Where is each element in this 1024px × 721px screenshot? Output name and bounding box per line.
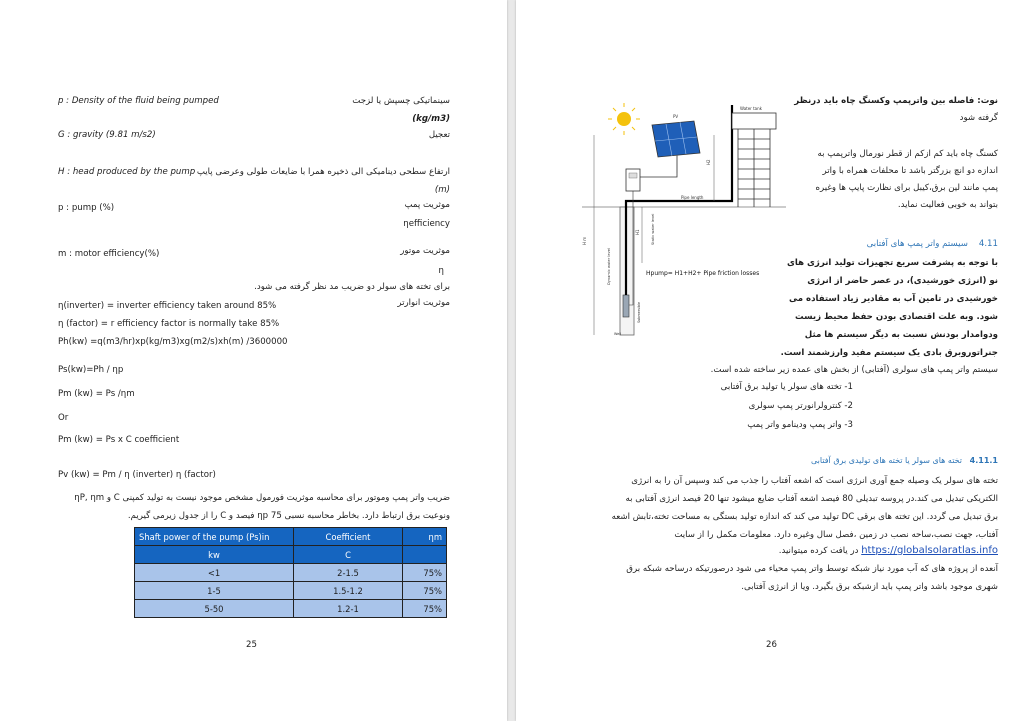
- note-line-1: نوت: فاصله بین واترپمپ وکسنگ چاه باید درنظر: [794, 96, 998, 106]
- table-header-shaft-power: Shaft power of the pump (Ps)in: [135, 528, 294, 546]
- label-dynamic-water-level: Dynamic water level: [607, 248, 611, 285]
- coefficient-table: [134, 527, 447, 618]
- section-4-11-heading: [867, 238, 998, 250]
- formula-ps: Ps(kw)=Ph / ηp: [58, 365, 124, 375]
- table-cell: 75%: [403, 564, 447, 582]
- link-line: [779, 545, 998, 557]
- table-cell: 75%: [403, 582, 447, 600]
- casing-line-1: کسنگ چاه باید کم ازکم از قطر نورمال واترپمپ به: [817, 149, 998, 159]
- table-cell: 1-5: [135, 582, 294, 600]
- solar-pump-diagram: [582, 95, 786, 343]
- closing-line-1: آنعده از پروژه های که آب مورد نیاز شبکه توسط واتر پمپ محیاء می شود درصورتیکه درساحه شبکه برق: [626, 564, 998, 574]
- table-cell: 1.5-1.2: [294, 582, 403, 600]
- casing-line-2: اندازه دو انچ بزرگتر باشد تا محلفات همراه با واتر: [822, 166, 998, 176]
- inverter-efficiency-fa: موثریت انوارتر: [397, 298, 450, 308]
- table-cell: 2-1.5: [294, 564, 403, 582]
- closing-line-2: شهری موجود باشد واتر پمپ باید ازشبکه برق بگیرد. ویا از انرژی آفتابی.: [741, 582, 998, 592]
- label-well: Well: [614, 332, 622, 336]
- density-label: p : Density of the fluid being pumped: [58, 96, 219, 106]
- gravity-fa: تعجیل: [428, 130, 450, 140]
- table-row: [135, 564, 447, 582]
- panel-line-1: تخته های سولر یک وصیله جمع آوری انرژی است که اشعه آفتاب را جذب می کند وسپس آن را به انرژی: [631, 476, 998, 486]
- motor-efficiency-label: m : motor efficiency(%): [58, 249, 160, 259]
- intro-bold-line-5: ودوامدار بودنش نسبت به دیگر سیستم ها مثل: [804, 330, 998, 340]
- intro-bold-line-1: با توجه به پشرفت سریع تجهیزات تولید انرژی های: [786, 258, 998, 268]
- intro-bold-line-6: جنراتوروبرق بادی یک سیستم مفید وارزشمند است.: [780, 348, 998, 358]
- motor-efficiency-symbol: η: [438, 266, 444, 276]
- component-list-item: 1- تخته های سولر یا تولید برق آفتابی: [720, 382, 853, 392]
- page-25: [0, 0, 507, 721]
- head-label: H : head produced by the pump: [58, 167, 196, 177]
- pv-panel-icon: [652, 121, 700, 173]
- table-header-row: [135, 528, 447, 546]
- table-cell: 1.2-1: [294, 600, 403, 618]
- table-cell: 5-50: [135, 600, 294, 618]
- sun-icon: [617, 112, 631, 126]
- page-number-left: 25: [246, 640, 257, 650]
- note-line-2: گرفته شود: [959, 113, 998, 123]
- submersible-pump-icon: [623, 295, 629, 317]
- intro-bold-line-4: شود. وبه علت اقتصادی بودن حفظ محیط زیست: [795, 312, 998, 322]
- label-static-water-level: Static water level: [651, 213, 655, 245]
- solar-coefficient-note: برای تخته های سولر دو ضریب مد نظر گرفته می شود.: [254, 282, 450, 292]
- coefficient-paragraph-line-2: ونوعیت برق ارتباط دارد. بخاطر محاسبه نسبی 75 ηp فیصد و C را از جدول زیرمی گیریم.: [127, 511, 450, 521]
- head-fa: ارتفاع سطحی دینامیکی الی ذخیره همرا با ضایعات طولی وعرضی پایپ: [196, 167, 450, 177]
- section-4-11-number: 4.11: [978, 239, 998, 249]
- panel-line-2: الکتریکی تبدیل می کند.در پروسه تبدیلی 80 فیصد اشعه آفتاب ضایع میشود تنها 20 فیصد انرژی آفتابی به: [625, 494, 998, 504]
- density-fa: سینماتیکی چسپش یا لزجت: [352, 96, 450, 106]
- motor-efficiency-fa: موثریت موتور: [400, 246, 450, 256]
- table-header-eta-m: ηm: [403, 528, 447, 546]
- section-4-11-title: سیستم واتر پمپ های آفتابی: [866, 239, 968, 249]
- table-row: [135, 600, 447, 618]
- label-h1: H1: [635, 229, 640, 235]
- panel-line-4: آفتاب، جهت نصب،ساحه نصب در زمین ،فصل سال وغیره دارد. معلومات مکمل را از سایت: [674, 530, 998, 540]
- inverter-efficiency-line: η(inverter) = inverter efficiency taken around 85%: [58, 301, 277, 311]
- label-pv: PV: [673, 114, 679, 119]
- pump-head-formula: Hpump= H1+H2+ Pipe friction losses: [646, 270, 760, 277]
- table-cell: <1: [135, 564, 294, 582]
- table-header-coefficient: Coefficient: [294, 528, 403, 546]
- pump-efficiency-symbol: ηefficiency: [403, 219, 450, 229]
- water-tank-tower: [732, 113, 776, 207]
- table-subheader-empty: [403, 546, 447, 564]
- label-pipe-length: Pipe length: [681, 195, 704, 200]
- formula-ph: Ph(kw) =q(m3/hr)xp(kg/m3)xg(m2/s)xh(m) /3600000: [58, 337, 288, 347]
- table-cell: 75%: [403, 600, 447, 618]
- table-subheader-kw: kw: [135, 546, 294, 564]
- label-hm: H m: [582, 236, 587, 245]
- label-water-tank: Water tank: [740, 106, 762, 111]
- component-list-item: 3- واتر پمپ ودینامو واتر پمپ: [747, 420, 853, 430]
- panel-line-3: برق تبدیل می گردد. این تخته های برقی DC تولید می کند که اندازه تولید بستگی به مساحت تخته،تابش اشعه: [611, 512, 998, 522]
- head-unit: (m): [434, 185, 450, 195]
- section-4-11-1-number: 4.11.1: [969, 456, 998, 465]
- factor-efficiency-line: η (factor) = r efficiency factor is normally take 85%: [58, 319, 280, 329]
- formula-pm: Pm (kw) = Ps /ηm: [58, 389, 135, 399]
- label-submersible: Submersible: [637, 301, 641, 323]
- formula-pv: Pv (kw) = Pm / η (inverter) η (factor): [58, 470, 216, 480]
- section-4-11-1-title: تخته های سولر یا تخته های تولیدی برق آفتابی: [810, 456, 963, 465]
- table-subheader-c: C: [294, 546, 403, 564]
- label-h2: H2: [706, 159, 711, 165]
- page-number-right: 26: [766, 640, 777, 650]
- casing-line-3: پمپ مانند لین برق،کیبل برای نظارت پایپ ها وغیره: [815, 183, 998, 193]
- table-row: [135, 582, 447, 600]
- intro-bold-line-3: خورشیدی در تامین آب به مقادیر زیاد استفاده می: [789, 294, 998, 304]
- link-suffix: در یافت کرده میتوانید.: [778, 546, 859, 556]
- formula-pm-c: Pm (kw) = Ps x C coefficient: [58, 435, 180, 445]
- or-text: Or: [58, 413, 69, 423]
- intro-bold-line-2: نو (انرژی خورشیدی)، در عصر حاضر از انرژی: [807, 276, 998, 286]
- pump-efficiency-fa: موثریت پمپ: [404, 200, 450, 210]
- globalsolaratlas-link[interactable]: https://globalsolaratlas.info: [861, 545, 998, 556]
- table-subheader-row: [135, 546, 447, 564]
- component-list-item: 2- کنترولرانورتر پمپ سولری: [748, 401, 853, 411]
- system-intro: سیستم واتر پمپ های سولری (آفتابی) از بخش های عمده زیر ساخته شده است.: [710, 365, 998, 375]
- gravity-label: G : gravity (9.81 m/s2): [58, 130, 156, 140]
- section-4-11-1-heading: [811, 455, 998, 467]
- controller-box-icon: [626, 169, 640, 191]
- density-unit: (kg/m3): [412, 114, 450, 124]
- pump-efficiency-label: p : pump (%): [58, 203, 115, 213]
- coefficient-paragraph-line-1: ضریب واتر پمپ وموتور برای محاسبه موثریت فورمول مشخص موجود نیست به تولید کمپنی C و ηP, ηm: [74, 493, 450, 503]
- casing-line-4: بتواند به خوبی فعالیت نماید.: [897, 200, 998, 210]
